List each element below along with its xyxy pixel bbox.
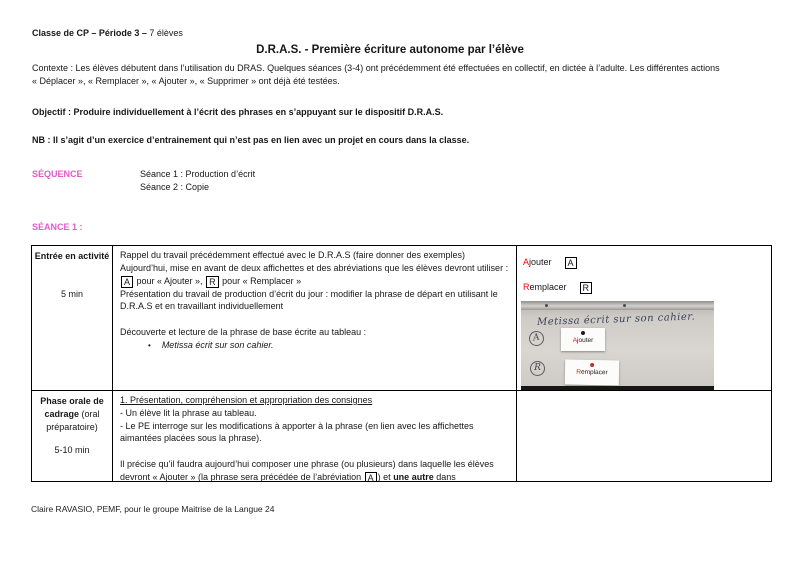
class-info-regular: 7 élèves xyxy=(146,28,183,38)
duration-label: 5-10 min xyxy=(54,445,90,456)
paragraph: - Le PE interroge sur les modifications à apporter à la phrase (en lien avec les affichettes aimantées placées sous la phrase). xyxy=(120,420,474,444)
remplacer-rest: emplacer xyxy=(529,282,567,292)
boxed-letter-a: A xyxy=(121,276,133,288)
paragraph-text: pour « Ajouter », xyxy=(134,275,206,286)
nb-paragraph: NB : Il s’agit d’un exercice d’entrainement qui n’est pas en lien avec un projet en cours dans la classe. xyxy=(32,135,470,145)
rail-screw-icon xyxy=(623,304,626,307)
context-paragraph xyxy=(32,62,772,88)
footer-credit: Claire RAVASIO, PEMF, pour le groupe Maitrise de la Langue 24 xyxy=(31,504,275,514)
duration-label: 5 min xyxy=(60,288,83,299)
magnet-dot xyxy=(581,331,585,335)
rail-screw-icon xyxy=(545,304,548,307)
paragraph-text: pour « Remplacer » xyxy=(219,275,302,286)
paragraph-text: ) et xyxy=(377,471,394,481)
context-line-2: « Déplacer », « Remplacer », « Ajouter », « Supprimer » ont déjà été testées. xyxy=(32,75,340,86)
paragraph: Présentation du travail de production d’écrit du jour : modifier la phrase de départ en utilisant le D.R.A.S et en travaillant individuellement xyxy=(120,288,498,312)
aside-cell-row1 xyxy=(517,246,771,391)
bullet-icon: • xyxy=(148,340,151,350)
boxed-letter-r: R xyxy=(206,276,219,288)
sequence-block xyxy=(32,168,255,194)
circled-letter-a: A xyxy=(528,330,545,347)
lesson-table xyxy=(31,245,772,482)
sequence-items xyxy=(140,168,255,194)
objective-paragraph: Objectif : Produire individuellement à l’écrit des phrases en s’appuyant sur le dispositif D.R.A.S. xyxy=(32,107,444,117)
card-rest: emplacer xyxy=(580,368,608,377)
ajouter-line xyxy=(523,256,771,269)
emphasis-text: une autre xyxy=(393,471,434,481)
phase-title: Entrée en activité xyxy=(34,251,110,261)
boxed-letter-a: A xyxy=(365,472,377,481)
spacer xyxy=(120,445,509,458)
boxed-letter-r: R xyxy=(580,282,593,294)
step-heading: 1. Présentation, compréhension et appropriation des consignes xyxy=(120,395,373,405)
content-cell-row1 xyxy=(113,246,517,391)
remplacer-card xyxy=(565,360,619,386)
aside-cell-row2 xyxy=(517,391,771,481)
content-cell-row2 xyxy=(113,391,517,481)
paragraph xyxy=(120,458,509,481)
circled-letter-r: R xyxy=(530,361,545,376)
card-rest: jouter xyxy=(577,337,594,344)
boxed-letter-a: A xyxy=(565,257,577,269)
ajouter-rest: jouter xyxy=(529,257,552,267)
spacer xyxy=(120,313,509,326)
class-info-line xyxy=(32,27,183,40)
paragraph: Rappel du travail précédemment effectué avec le D.R.A.S (faire donner des exemples) xyxy=(120,250,466,260)
whiteboard-rail xyxy=(521,301,714,310)
bullet-item xyxy=(120,339,509,353)
paragraph: - Un élève lit la phrase au tableau. xyxy=(120,407,257,418)
seance-heading: SÉANCE 1 : xyxy=(32,222,83,232)
phase-cell-row2 xyxy=(32,391,113,481)
remplacer-initial: R xyxy=(523,282,530,292)
magnet-dot xyxy=(590,363,594,367)
board-sentence: Metissa écrit sur son cahier. xyxy=(536,311,696,329)
paragraph-text: Aujourd’hui, mise en avant de deux affichettes et des abréviations que les élèves devront utiliser : xyxy=(120,262,509,273)
paragraph-text: Il précise qu’il faudra aujourd’hui composer une phrase (ou plusieurs) dans laquelle les élèves devront « Ajouter » (la phrase sera précédée de l’abréviation xyxy=(120,458,494,481)
sequence-item: Séance 2 : Copie xyxy=(140,181,210,192)
phase-title-regular: (oral préparatoire) xyxy=(46,408,100,432)
sequence-label: SÉQUENCE xyxy=(32,169,83,179)
paragraph xyxy=(120,262,509,288)
remplacer-line xyxy=(523,281,771,294)
whiteboard-photo xyxy=(521,301,714,391)
paragraph: Découverte et lecture de la phrase de base écrite au tableau : xyxy=(120,326,367,337)
phase-cell-row1 xyxy=(32,246,113,391)
sequence-item: Séance 1 : Production d’écrit xyxy=(140,169,256,179)
ajouter-initial: A xyxy=(523,257,530,267)
document-title: D.R.A.S. - Première écriture autonome par l’élève xyxy=(256,44,524,56)
card-initial: A xyxy=(572,337,578,344)
class-info-bold: Classe de CP – Période 3 – xyxy=(32,28,147,38)
phase-title xyxy=(34,395,110,433)
context-line-1: Contexte : Les élèves débutent dans l’utilisation du DRAS. Quelques séances (3-4) ont précédemment été effectuées en collectif, en dictée à l’adulte. Les différentes actions xyxy=(32,63,720,73)
card-initial: R xyxy=(576,368,582,376)
paragraph-text: dans xyxy=(433,471,456,481)
bullet-text: Metissa écrit sur son cahier. xyxy=(161,339,274,350)
ajouter-card xyxy=(561,328,605,351)
phase-title-bold: Phase orale de cadrage xyxy=(40,396,104,419)
